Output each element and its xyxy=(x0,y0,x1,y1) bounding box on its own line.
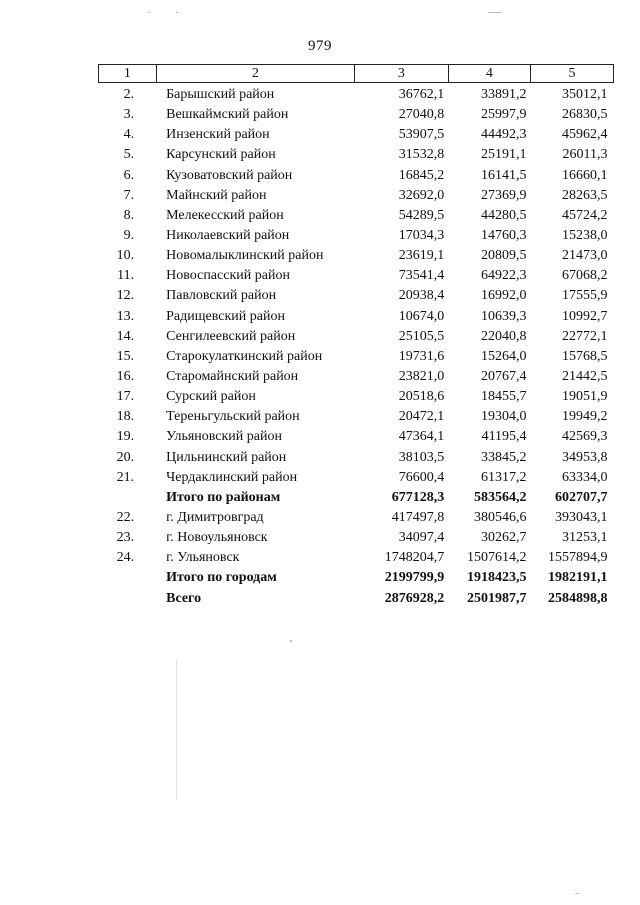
district-name: Старокулаткинский район xyxy=(166,348,323,364)
district-name: Вешкаймский район xyxy=(166,107,289,123)
value-col-4: 41195,4 xyxy=(481,429,527,445)
value-col-3: 23619,1 xyxy=(398,248,445,264)
value-col-5: 34953,8 xyxy=(562,449,608,465)
district-name: Старомайнский район xyxy=(166,369,299,385)
row-number: 17. xyxy=(116,389,135,405)
table-row xyxy=(99,468,614,488)
value-col-4: 16992,0 xyxy=(481,288,527,304)
table-row xyxy=(99,226,614,246)
value-col-5: 26830,5 xyxy=(562,107,608,123)
district-name: Всего xyxy=(166,590,202,606)
value-col-5: 1557894,9 xyxy=(548,550,608,566)
scan-streak xyxy=(176,660,177,800)
value-col-4: 44492,3 xyxy=(481,127,527,143)
value-col-3: 417497,8 xyxy=(391,510,445,526)
value-col-3: 2199799,9 xyxy=(384,570,445,586)
district-name: Новоспасский район xyxy=(166,268,290,284)
table-row xyxy=(99,145,614,165)
row-number: 4. xyxy=(123,127,135,143)
district-name: Новомалыклинский район xyxy=(166,248,324,264)
table-row xyxy=(99,246,614,266)
value-col-3: 36762,1 xyxy=(398,87,445,103)
table-row xyxy=(99,186,614,206)
value-col-3: 10674,0 xyxy=(398,308,445,324)
table-row xyxy=(99,589,614,609)
row-number: 15. xyxy=(116,348,135,364)
district-name: Радищевский район xyxy=(166,308,285,324)
value-col-3: 23821,0 xyxy=(398,369,445,385)
district-name: Итого по городам xyxy=(166,570,277,586)
value-col-3: 16845,2 xyxy=(398,167,445,183)
row-number: 12. xyxy=(116,288,135,304)
table-row xyxy=(99,427,614,447)
district-name: Тереньгульский район xyxy=(166,409,300,425)
table-row xyxy=(99,508,614,528)
value-col-3: 38103,5 xyxy=(398,449,445,465)
value-col-3: 20938,4 xyxy=(398,288,445,304)
value-col-5: 67068,2 xyxy=(562,268,608,284)
value-col-3: 17034,3 xyxy=(398,228,445,244)
value-col-4: 20809,5 xyxy=(481,248,527,264)
district-name: г. Новоульяновск xyxy=(166,530,268,546)
value-col-3: 677128,3 xyxy=(391,489,445,505)
value-col-5: 22772,1 xyxy=(562,328,608,344)
value-col-4: 25997,9 xyxy=(481,107,527,123)
row-number: 13. xyxy=(116,308,135,324)
district-name: Павловский район xyxy=(166,288,277,304)
scan-speck xyxy=(148,12,150,13)
value-col-4: 19304,0 xyxy=(481,409,527,425)
row-number: 5. xyxy=(123,147,135,163)
table-row xyxy=(99,387,614,407)
value-col-4: 1507614,2 xyxy=(467,550,527,566)
table-row xyxy=(99,307,614,327)
value-col-3: 47364,1 xyxy=(398,429,445,445)
value-col-4: 18455,7 xyxy=(481,389,527,405)
table-row xyxy=(99,266,614,286)
value-col-4: 2501987,7 xyxy=(467,590,527,606)
row-number xyxy=(99,589,157,609)
table-row xyxy=(99,327,614,347)
district-name: Ульяновский район xyxy=(166,429,282,445)
value-col-4: 22040,8 xyxy=(481,328,527,344)
value-col-5: 2584898,8 xyxy=(548,590,608,606)
row-number: 23. xyxy=(116,530,135,546)
value-col-3: 27040,8 xyxy=(398,107,445,123)
value-col-4: 1918423,5 xyxy=(467,570,527,586)
value-col-5: 42569,3 xyxy=(562,429,608,445)
district-name: Кузоватовский район xyxy=(166,167,293,183)
value-col-3: 32692,0 xyxy=(398,187,445,203)
table-row xyxy=(99,83,614,106)
value-col-4: 583564,2 xyxy=(474,489,527,505)
district-name: Итого по районам xyxy=(166,489,281,505)
table-row xyxy=(99,568,614,588)
header-col-3: 3 xyxy=(355,65,449,83)
table-row xyxy=(99,105,614,125)
district-name: Барышский район xyxy=(166,87,275,103)
district-name: Цильнинский район xyxy=(166,449,287,465)
row-number: 20. xyxy=(116,449,135,465)
district-name: г. Ульяновск xyxy=(166,550,240,566)
table-row xyxy=(99,125,614,145)
row-number: 7. xyxy=(123,187,135,203)
value-col-4: 16141,5 xyxy=(481,167,527,183)
table-row xyxy=(99,528,614,548)
row-number: 11. xyxy=(117,268,135,284)
row-number: 19. xyxy=(116,429,135,445)
row-number xyxy=(99,488,157,508)
table-row xyxy=(99,206,614,226)
row-number xyxy=(99,568,157,588)
district-name: г. Димитровград xyxy=(166,510,264,526)
value-col-5: 28263,5 xyxy=(562,187,608,203)
district-name: Николаевский район xyxy=(166,228,290,244)
value-col-4: 44280,5 xyxy=(481,207,527,223)
row-number: 6. xyxy=(123,167,135,183)
header-row xyxy=(99,65,614,83)
value-col-3: 31532,8 xyxy=(398,147,445,163)
page-number: 979 xyxy=(308,38,332,54)
district-name: Чердаклинский район xyxy=(166,469,298,485)
value-col-3: 1748204,7 xyxy=(384,550,445,566)
scan-speck xyxy=(290,640,292,642)
value-col-5: 19949,2 xyxy=(562,409,608,425)
scan-speck xyxy=(176,12,178,13)
value-col-4: 30262,7 xyxy=(481,530,527,546)
header-col-5: 5 xyxy=(531,65,614,83)
table-row xyxy=(99,488,614,508)
value-col-5: 10992,7 xyxy=(562,308,608,324)
value-col-3: 34097,4 xyxy=(398,530,445,546)
district-name: Сенгилеевский район xyxy=(166,328,296,344)
value-col-4: 33845,2 xyxy=(481,449,527,465)
header-col-2: 2 xyxy=(156,65,354,83)
table-row xyxy=(99,347,614,367)
value-col-5: 45962,4 xyxy=(562,127,608,143)
value-col-3: 73541,4 xyxy=(398,268,445,284)
value-col-5: 19051,9 xyxy=(562,389,608,405)
value-col-4: 61317,2 xyxy=(481,469,527,485)
table-row xyxy=(99,367,614,387)
value-col-4: 64922,3 xyxy=(481,268,527,284)
row-number: 22. xyxy=(116,510,135,526)
table-row xyxy=(99,548,614,568)
value-col-5: 15238,0 xyxy=(562,228,608,244)
district-name: Карсунский район xyxy=(166,147,276,163)
table-body xyxy=(99,83,614,609)
value-col-5: 21473,0 xyxy=(562,248,608,264)
table-row xyxy=(99,166,614,186)
value-col-5: 393043,1 xyxy=(555,510,608,526)
value-col-5: 1982191,1 xyxy=(548,570,608,586)
value-col-5: 31253,1 xyxy=(562,530,608,546)
value-col-5: 21442,5 xyxy=(562,369,608,385)
budget-table xyxy=(98,64,614,609)
row-number: 10. xyxy=(116,248,135,264)
row-number: 3. xyxy=(123,107,135,123)
table-header xyxy=(99,65,614,83)
value-col-3: 76600,4 xyxy=(398,469,445,485)
row-number: 18. xyxy=(116,409,135,425)
row-number: 14. xyxy=(116,328,135,344)
value-col-5: 602707,7 xyxy=(555,489,608,505)
table-row xyxy=(99,286,614,306)
value-col-5: 35012,1 xyxy=(562,87,608,103)
value-col-4: 25191,1 xyxy=(481,147,527,163)
value-col-5: 15768,5 xyxy=(562,348,608,364)
row-number: 9. xyxy=(123,228,135,244)
value-col-4: 380546,6 xyxy=(474,510,527,526)
value-col-3: 20518,6 xyxy=(398,389,445,405)
scan-speck xyxy=(575,893,579,894)
value-col-4: 14760,3 xyxy=(481,228,527,244)
value-col-5: 26011,3 xyxy=(562,147,608,163)
table-row xyxy=(99,448,614,468)
value-col-4: 15264,0 xyxy=(481,348,527,364)
value-col-5: 16660,1 xyxy=(562,167,608,183)
district-name: Сурский район xyxy=(166,389,256,405)
district-name: Майнский район xyxy=(166,187,267,203)
value-col-3: 2876928,2 xyxy=(384,590,445,606)
value-col-3: 53907,5 xyxy=(398,127,445,143)
value-col-5: 63334,0 xyxy=(562,469,608,485)
district-name: Инзенский район xyxy=(166,127,270,143)
value-col-4: 20767,4 xyxy=(481,369,527,385)
row-number: 2. xyxy=(123,87,135,103)
value-col-4: 27369,9 xyxy=(481,187,527,203)
district-name: Мелекесский район xyxy=(166,207,284,223)
value-col-4: 33891,2 xyxy=(481,87,527,103)
scan-speck xyxy=(488,12,502,13)
header-col-1: 1 xyxy=(99,65,157,83)
row-number: 16. xyxy=(116,369,135,385)
row-number: 21. xyxy=(116,469,135,485)
value-col-3: 54289,5 xyxy=(398,207,445,223)
row-number: 24. xyxy=(116,550,135,566)
value-col-5: 45724,2 xyxy=(562,207,608,223)
value-col-3: 20472,1 xyxy=(398,409,445,425)
table-row xyxy=(99,407,614,427)
value-col-3: 19731,6 xyxy=(398,348,445,364)
header-col-4: 4 xyxy=(448,65,530,83)
value-col-5: 17555,9 xyxy=(562,288,608,304)
value-col-4: 10639,3 xyxy=(481,308,527,324)
row-number: 8. xyxy=(123,207,135,223)
value-col-3: 25105,5 xyxy=(398,328,445,344)
